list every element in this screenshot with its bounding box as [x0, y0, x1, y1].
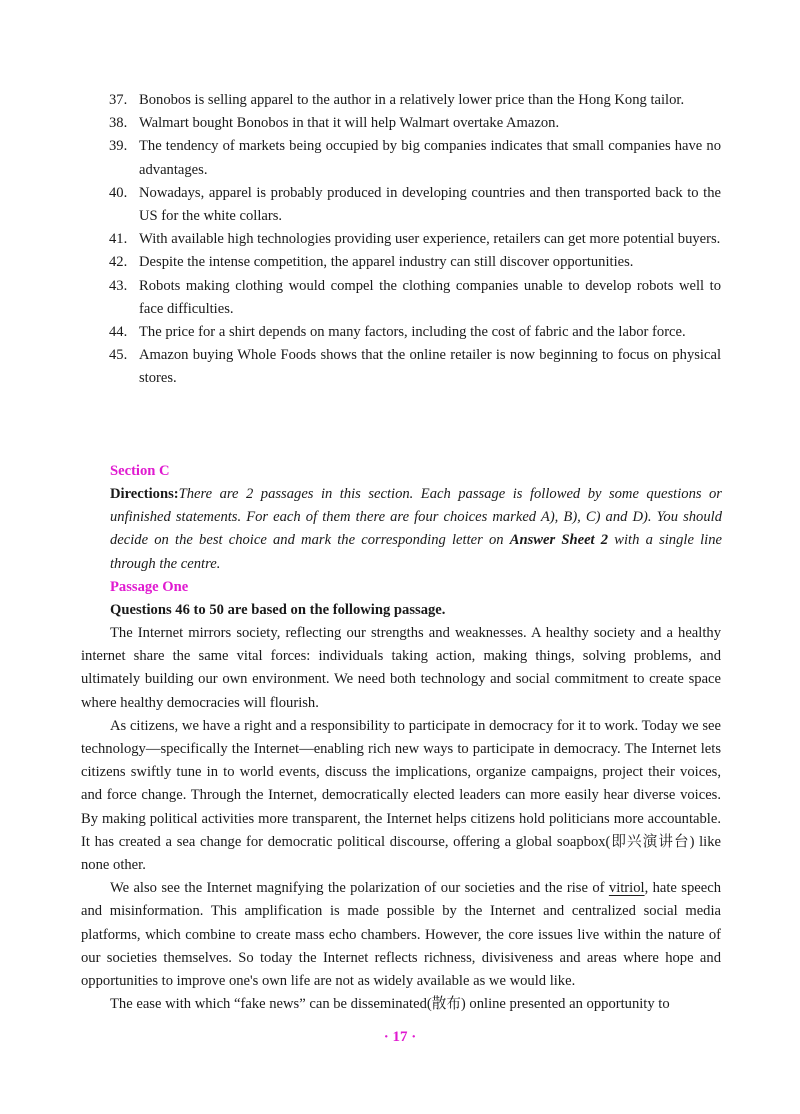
- directions-text-part: with a single line through the centre.: [110, 532, 722, 572]
- question-number: 45.: [109, 347, 128, 364]
- section-title: Section C: [110, 463, 170, 479]
- question-text: Amazon buying Whole Foods shows that the online retailer is now beginning to focus on physical stores.: [139, 347, 721, 387]
- question-text: Bonobos is selling apparel to the author in a relatively lower price than the Hong Kong tailor.: [139, 92, 685, 108]
- question-text: Walmart bought Bonobos in that it will help Walmart overtake Amazon.: [139, 115, 560, 132]
- question-item: [109, 135, 721, 181]
- question-number: 38.: [109, 115, 128, 132]
- question-item: [109, 344, 721, 390]
- question-number: 42.: [109, 254, 128, 271]
- passage-body: [81, 622, 721, 1016]
- passage-paragraph: The Internet mirrors society, reflecting our strengths and weaknesses. A healthy society and a healthy internet share the same vital forces: individuals taking action, making things, solving problems, and ultimately building our own environment. We need both technology and social commitment to create space where healthy democracies will flourish.: [81, 625, 721, 711]
- question-item: [109, 89, 721, 112]
- directions-text-part: There are 2 passages in this section. Each passage is followed by some questions or unfinished statements. For each of them there are four choices marked A), B), C) and D). You should decide on the best choice and mark the corresponding letter on: [110, 486, 722, 549]
- question-item: [109, 275, 721, 321]
- passage-paragraph: [81, 877, 721, 993]
- question-text: The tendency of markets being occupied by big companies indicates that small companies have no advantages.: [139, 138, 721, 178]
- question-item: [109, 182, 721, 228]
- passage-title: Passage One: [110, 579, 189, 595]
- question-number: 41.: [109, 231, 128, 248]
- questions-heading: Questions 46 to 50 are based on the following passage.: [110, 602, 446, 618]
- passage-paragraph: As citizens, we have a right and a responsibility to participate in democracy for it to work. Today we see technology—specifically the Internet—enabling rich new ways to participate in democracy. The Internet lets citizens swiftly tune in to world events, discuss the implications, organize campaigns, project their voices, and force change. Through the Internet, democratically elected leaders can more easily hear diverse voices. By making political activities more transparent, the Internet helps citizens hold politicians more accountable. It has created a sea change for democratic political discourse, offering a global soapbox(即兴演讲台) like none other.: [81, 717, 721, 874]
- question-text: The price for a shirt depends on many factors, including the cost of fabric and the labor force.: [139, 324, 686, 341]
- question-number: 40.: [109, 184, 128, 201]
- question-text: Robots making clothing would compel the clothing companies unable to develop robots well to face difficulties.: [139, 277, 721, 317]
- directions: [110, 483, 722, 576]
- question-number: 39.: [109, 138, 128, 155]
- question-item: [109, 228, 721, 251]
- paragraph-text: We also see the Internet magnifying the polarization of our societies and the rise of: [110, 880, 609, 897]
- answer-sheet-label: Answer Sheet 2: [509, 532, 609, 549]
- question-item: [109, 251, 721, 274]
- paragraph-text: , hate speech and misinformation. This amplification is made possible by the Internet and centralized social media platforms, which combine to create mass echo chambers. However, the core issues live within the nature of our societies themselves. So today the Internet reflects richness, divisiveness and areas where hope and opportunities to improve one's own life are not as widely available as we would like.: [81, 880, 721, 990]
- question-item: [109, 321, 721, 344]
- page-number: · 17 ·: [383, 1029, 417, 1045]
- directions-label: Directions:: [110, 486, 179, 502]
- question-list: [109, 89, 721, 391]
- question-number: 44.: [109, 324, 128, 341]
- vocab-word: vitriol: [608, 880, 645, 897]
- question-number: 37.: [109, 92, 128, 108]
- passage-paragraph: The ease with which “fake news” can be disseminated(散布) online presented an opportunity to: [110, 996, 670, 1013]
- question-text: Despite the intense competition, the apparel industry can still discover opportunities.: [139, 254, 634, 271]
- question-text: Nowadays, apparel is probably produced in developing countries and then transported back to the US for the white collars.: [139, 184, 721, 225]
- question-item: [109, 112, 721, 135]
- directions-text: [110, 486, 722, 572]
- question-text: With available high technologies providing user experience, retailers can get more potential buyers.: [139, 231, 721, 248]
- question-number: 43.: [109, 277, 128, 294]
